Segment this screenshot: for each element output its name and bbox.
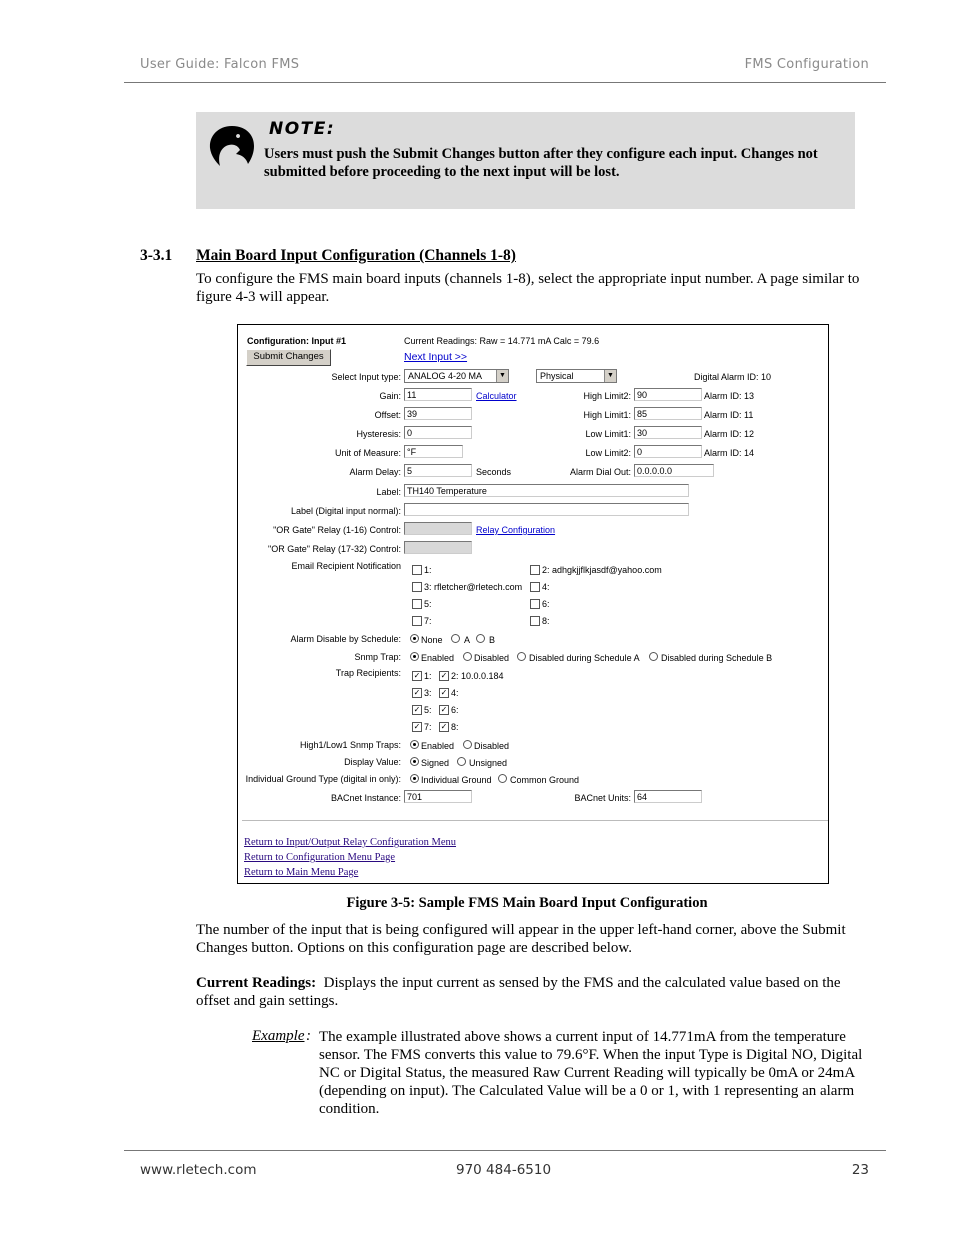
tr-3: 3: xyxy=(424,688,432,698)
paragraph-1: The number of the input that is being configured will appear in the upper left-hand corner, above the Submit Changes button. Options on this configuration page are described below. xyxy=(196,922,846,956)
example-colon: : xyxy=(306,1028,311,1044)
calculator-link[interactable]: Calculator xyxy=(476,391,517,401)
figure-caption: Figure 3-5: Sample FMS Main Board Input Configuration xyxy=(346,895,708,911)
unit-input[interactable]: °F xyxy=(404,445,463,458)
alarm-id-12: Alarm ID: 12 xyxy=(704,429,755,439)
low-limit1-input[interactable]: 30 xyxy=(634,426,702,439)
email-1-checkbox[interactable] xyxy=(412,565,422,575)
seconds-label: Seconds xyxy=(476,467,512,477)
st-disabled: Disabled xyxy=(474,653,510,663)
hl-enabled-radio[interactable] xyxy=(410,740,419,749)
alarm-disable-a-radio[interactable] xyxy=(451,634,460,643)
falcon-logo-icon xyxy=(208,124,256,170)
input-type-select[interactable] xyxy=(404,369,509,383)
next-input-link[interactable]: Next Input >> xyxy=(404,351,468,363)
config-title: Configuration: Input #1 xyxy=(247,336,346,346)
return-main-menu-link[interactable]: Return to Main Menu Page xyxy=(244,867,359,878)
hysteresis-label: Hysteresis: xyxy=(356,429,401,439)
tr-5: 5: xyxy=(424,705,432,715)
current-readings-term: Current Readings: xyxy=(196,975,317,991)
snmp-sched-a-radio[interactable] xyxy=(517,652,526,661)
example-label: Example xyxy=(252,1028,305,1044)
ground-label: Individual Ground Type (digital in only): xyxy=(245,774,401,784)
header-right: FMS Configuration xyxy=(744,57,869,72)
offset-label: Offset: xyxy=(374,410,401,420)
hysteresis-input[interactable]: 0 xyxy=(404,426,472,439)
or-gate-1-input xyxy=(404,522,472,535)
current-readings-desc: Displays the input current as sensed by the FMS and the calculated value based on the offset and gain settings. xyxy=(196,975,841,1009)
dropdown-arrow-icon: ▼ xyxy=(604,370,616,382)
config-screenshot xyxy=(237,324,829,884)
dv-signed-radio[interactable] xyxy=(410,757,419,766)
alarm-disable-label: Alarm Disable by Schedule: xyxy=(290,634,401,644)
st-enabled: Enabled xyxy=(421,653,455,663)
email-3-checkbox[interactable] xyxy=(412,582,422,592)
offset-input[interactable]: 39 xyxy=(404,407,472,420)
trap-6-checkbox[interactable]: ✓ xyxy=(440,705,448,714)
trap-3-checkbox[interactable]: ✓ xyxy=(413,688,421,697)
email-2-checkbox[interactable] xyxy=(530,565,540,575)
high-limit1-label: High Limit1: xyxy=(583,410,631,420)
gain-label: Gain: xyxy=(379,391,401,401)
low-limit2-label: Low Limit2: xyxy=(585,448,631,458)
footer-website: www.rletech.com xyxy=(140,1162,257,1178)
trap-7-checkbox[interactable]: ✓ xyxy=(413,722,421,731)
current-readings-paragraph xyxy=(196,974,876,1010)
email-label: Email Recipient Notification xyxy=(291,561,401,571)
section-number: 3-3.1 xyxy=(140,247,173,264)
tr-7: 7: xyxy=(424,722,432,732)
alarm-disable-b-radio[interactable] xyxy=(476,634,485,643)
section-intro: To configure the FMS main board inputs (channels 1-8), select the appropriate input number. A page similar to figure 4-3 will appear. xyxy=(196,271,860,305)
header-left: User Guide: Falcon FMS xyxy=(140,57,300,72)
note-title: NOTE: xyxy=(269,119,336,139)
gain-input[interactable]: 11 xyxy=(404,388,472,401)
footer-page-number: 23 xyxy=(851,1162,869,1178)
snmp-sched-b-radio[interactable] xyxy=(649,652,658,661)
or-gate-2-label: "OR Gate" Relay (17-32) Control: xyxy=(268,544,401,554)
tr-2: 2: 10.0.0.184 xyxy=(451,671,504,681)
trap-8-checkbox[interactable]: ✓ xyxy=(440,722,448,731)
email-4-checkbox[interactable] xyxy=(530,582,540,592)
physical-select[interactable] xyxy=(536,369,617,383)
bacnet-units-label: BACnet Units: xyxy=(574,793,631,803)
note-box xyxy=(196,112,855,209)
dropdown-arrow-icon: ▼ xyxy=(496,370,508,382)
figure-divider xyxy=(242,820,828,821)
dv-signed: Signed xyxy=(421,758,450,768)
snmp-disabled-radio[interactable] xyxy=(463,652,472,661)
email-6-checkbox[interactable] xyxy=(530,599,540,609)
hl-traps-label: High1/Low1 Snmp Traps: xyxy=(299,740,401,750)
trap-1-checkbox[interactable]: ✓ xyxy=(413,671,421,680)
or-gate-1-label: "OR Gate" Relay (1-16) Control: xyxy=(273,525,401,535)
alarm-id-14: Alarm ID: 14 xyxy=(704,448,755,458)
snmp-trap-label: Snmp Trap: xyxy=(354,652,401,662)
email-4: 4: xyxy=(542,582,550,592)
alarm-dial-out-input[interactable]: 0.0.0.0.0 xyxy=(634,464,714,477)
alarm-delay-input[interactable]: 5 xyxy=(404,464,472,477)
high-limit2-label: High Limit2: xyxy=(583,391,631,401)
physical-value: Physical xyxy=(540,371,574,381)
submit-changes-button[interactable]: Submit Changes xyxy=(246,349,331,366)
trap-4-checkbox[interactable]: ✓ xyxy=(440,688,448,697)
label-digital-input[interactable] xyxy=(404,503,689,516)
unit-label: Unit of Measure: xyxy=(334,448,401,458)
alarm-id-13: Alarm ID: 13 xyxy=(704,391,755,401)
alarm-delay-label: Alarm Delay: xyxy=(349,467,401,477)
gt-individual: Individual Ground xyxy=(421,775,492,785)
bacnet-instance-input[interactable]: 701 xyxy=(404,790,472,803)
input-type-value: ANALOG 4-20 MA xyxy=(408,371,483,381)
current-readings: Current Readings: Raw = 14.771 mA Calc = 79.6 xyxy=(404,336,600,346)
ad-none: None xyxy=(421,635,443,645)
note-text: Users must push the Submit Changes button after they configure each input. Changes not submitted before proceeding to the next input will be lost. xyxy=(264,146,818,180)
dv-unsigned-radio[interactable] xyxy=(457,757,466,766)
st-sched-b: Disabled during Schedule B xyxy=(661,653,773,663)
trap-2-checkbox[interactable]: ✓ xyxy=(440,671,448,680)
bacnet-instance-label: BACnet Instance: xyxy=(330,793,401,803)
gt-common: Common Ground xyxy=(510,775,580,785)
or-gate-2-input xyxy=(404,541,472,554)
tr-4: 4: xyxy=(451,688,459,698)
bacnet-units-input[interactable]: 64 xyxy=(634,790,702,803)
email-5: 5: xyxy=(424,599,432,609)
email-3: 3: rfletcher@rletech.com xyxy=(424,582,523,592)
low-limit2-input[interactable]: 0 xyxy=(634,445,702,458)
input-type-label: Select Input type: xyxy=(331,372,401,382)
footer-rule xyxy=(124,1150,886,1151)
high-limit2-input[interactable]: 90 xyxy=(634,388,702,401)
st-sched-a: Disabled during Schedule A xyxy=(529,653,640,663)
email-6: 6: xyxy=(542,599,550,609)
tr-6: 6: xyxy=(451,705,459,715)
gt-common-radio[interactable] xyxy=(498,774,507,783)
label-digital-label: Label (Digital input normal): xyxy=(290,506,401,516)
return-io-relay-link[interactable]: Return to Input/Output Relay Configuration Menu xyxy=(244,837,457,848)
label-label: Label: xyxy=(376,487,401,497)
gt-individual-radio[interactable] xyxy=(410,774,419,783)
hl-disabled-radio[interactable] xyxy=(463,740,472,749)
return-config-menu-link[interactable]: Return to Configuration Menu Page xyxy=(244,852,396,863)
footer-phone: 970 484-6510 xyxy=(456,1162,552,1178)
trap-recipients-label: Trap Recipients: xyxy=(335,668,401,678)
alarm-id-11: Alarm ID: 11 xyxy=(704,410,754,420)
example-text: The example illustrated above shows a current input of 14.771mA from the temperature sensor. The FMS converts this value to 79.6°F. When the input Type is Digital NO, Digital NC or Digital Status, the measured Raw Current Reading will typically be 0mA or 24mA (depending on input). The Calculated Value will be a 0 or 1, with 1 representing an alarm condition. xyxy=(319,1029,863,1117)
hl-disabled: Disabled xyxy=(474,741,510,751)
tr-1: 1: xyxy=(424,671,432,681)
alarm-dial-out-label: Alarm Dial Out: xyxy=(569,467,631,477)
low-limit1-label: Low Limit1: xyxy=(585,429,631,439)
email-5-checkbox[interactable] xyxy=(412,599,422,609)
tr-8: 8: xyxy=(451,722,459,732)
trap-5-checkbox[interactable]: ✓ xyxy=(413,705,421,714)
section-title: Main Board Input Configuration (Channels 1-8) xyxy=(196,247,516,264)
label-input[interactable]: TH140 Temperature xyxy=(404,484,689,497)
dv-unsigned: Unsigned xyxy=(469,758,508,768)
ad-a: A xyxy=(464,635,471,645)
high-limit1-input[interactable]: 85 xyxy=(634,407,702,420)
display-value-label: Display Value: xyxy=(344,757,401,767)
email-1: 1: xyxy=(424,565,432,575)
alarm-disable-none-radio[interactable] xyxy=(410,634,419,643)
hl-enabled: Enabled xyxy=(421,741,455,751)
ad-b: B xyxy=(489,635,496,645)
email-7-checkbox[interactable] xyxy=(412,616,422,626)
email-8: 8: xyxy=(542,616,550,626)
header-rule xyxy=(124,82,886,83)
relay-configuration-link[interactable]: Relay Configuration xyxy=(476,525,556,535)
email-8-checkbox[interactable] xyxy=(530,616,540,626)
snmp-enabled-radio[interactable] xyxy=(410,652,419,661)
email-7: 7: xyxy=(424,616,432,626)
digital-alarm-id: Digital Alarm ID: 10 xyxy=(694,372,772,382)
email-2: 2: adhgkjjflkjasdf@yahoo.com xyxy=(542,565,662,575)
